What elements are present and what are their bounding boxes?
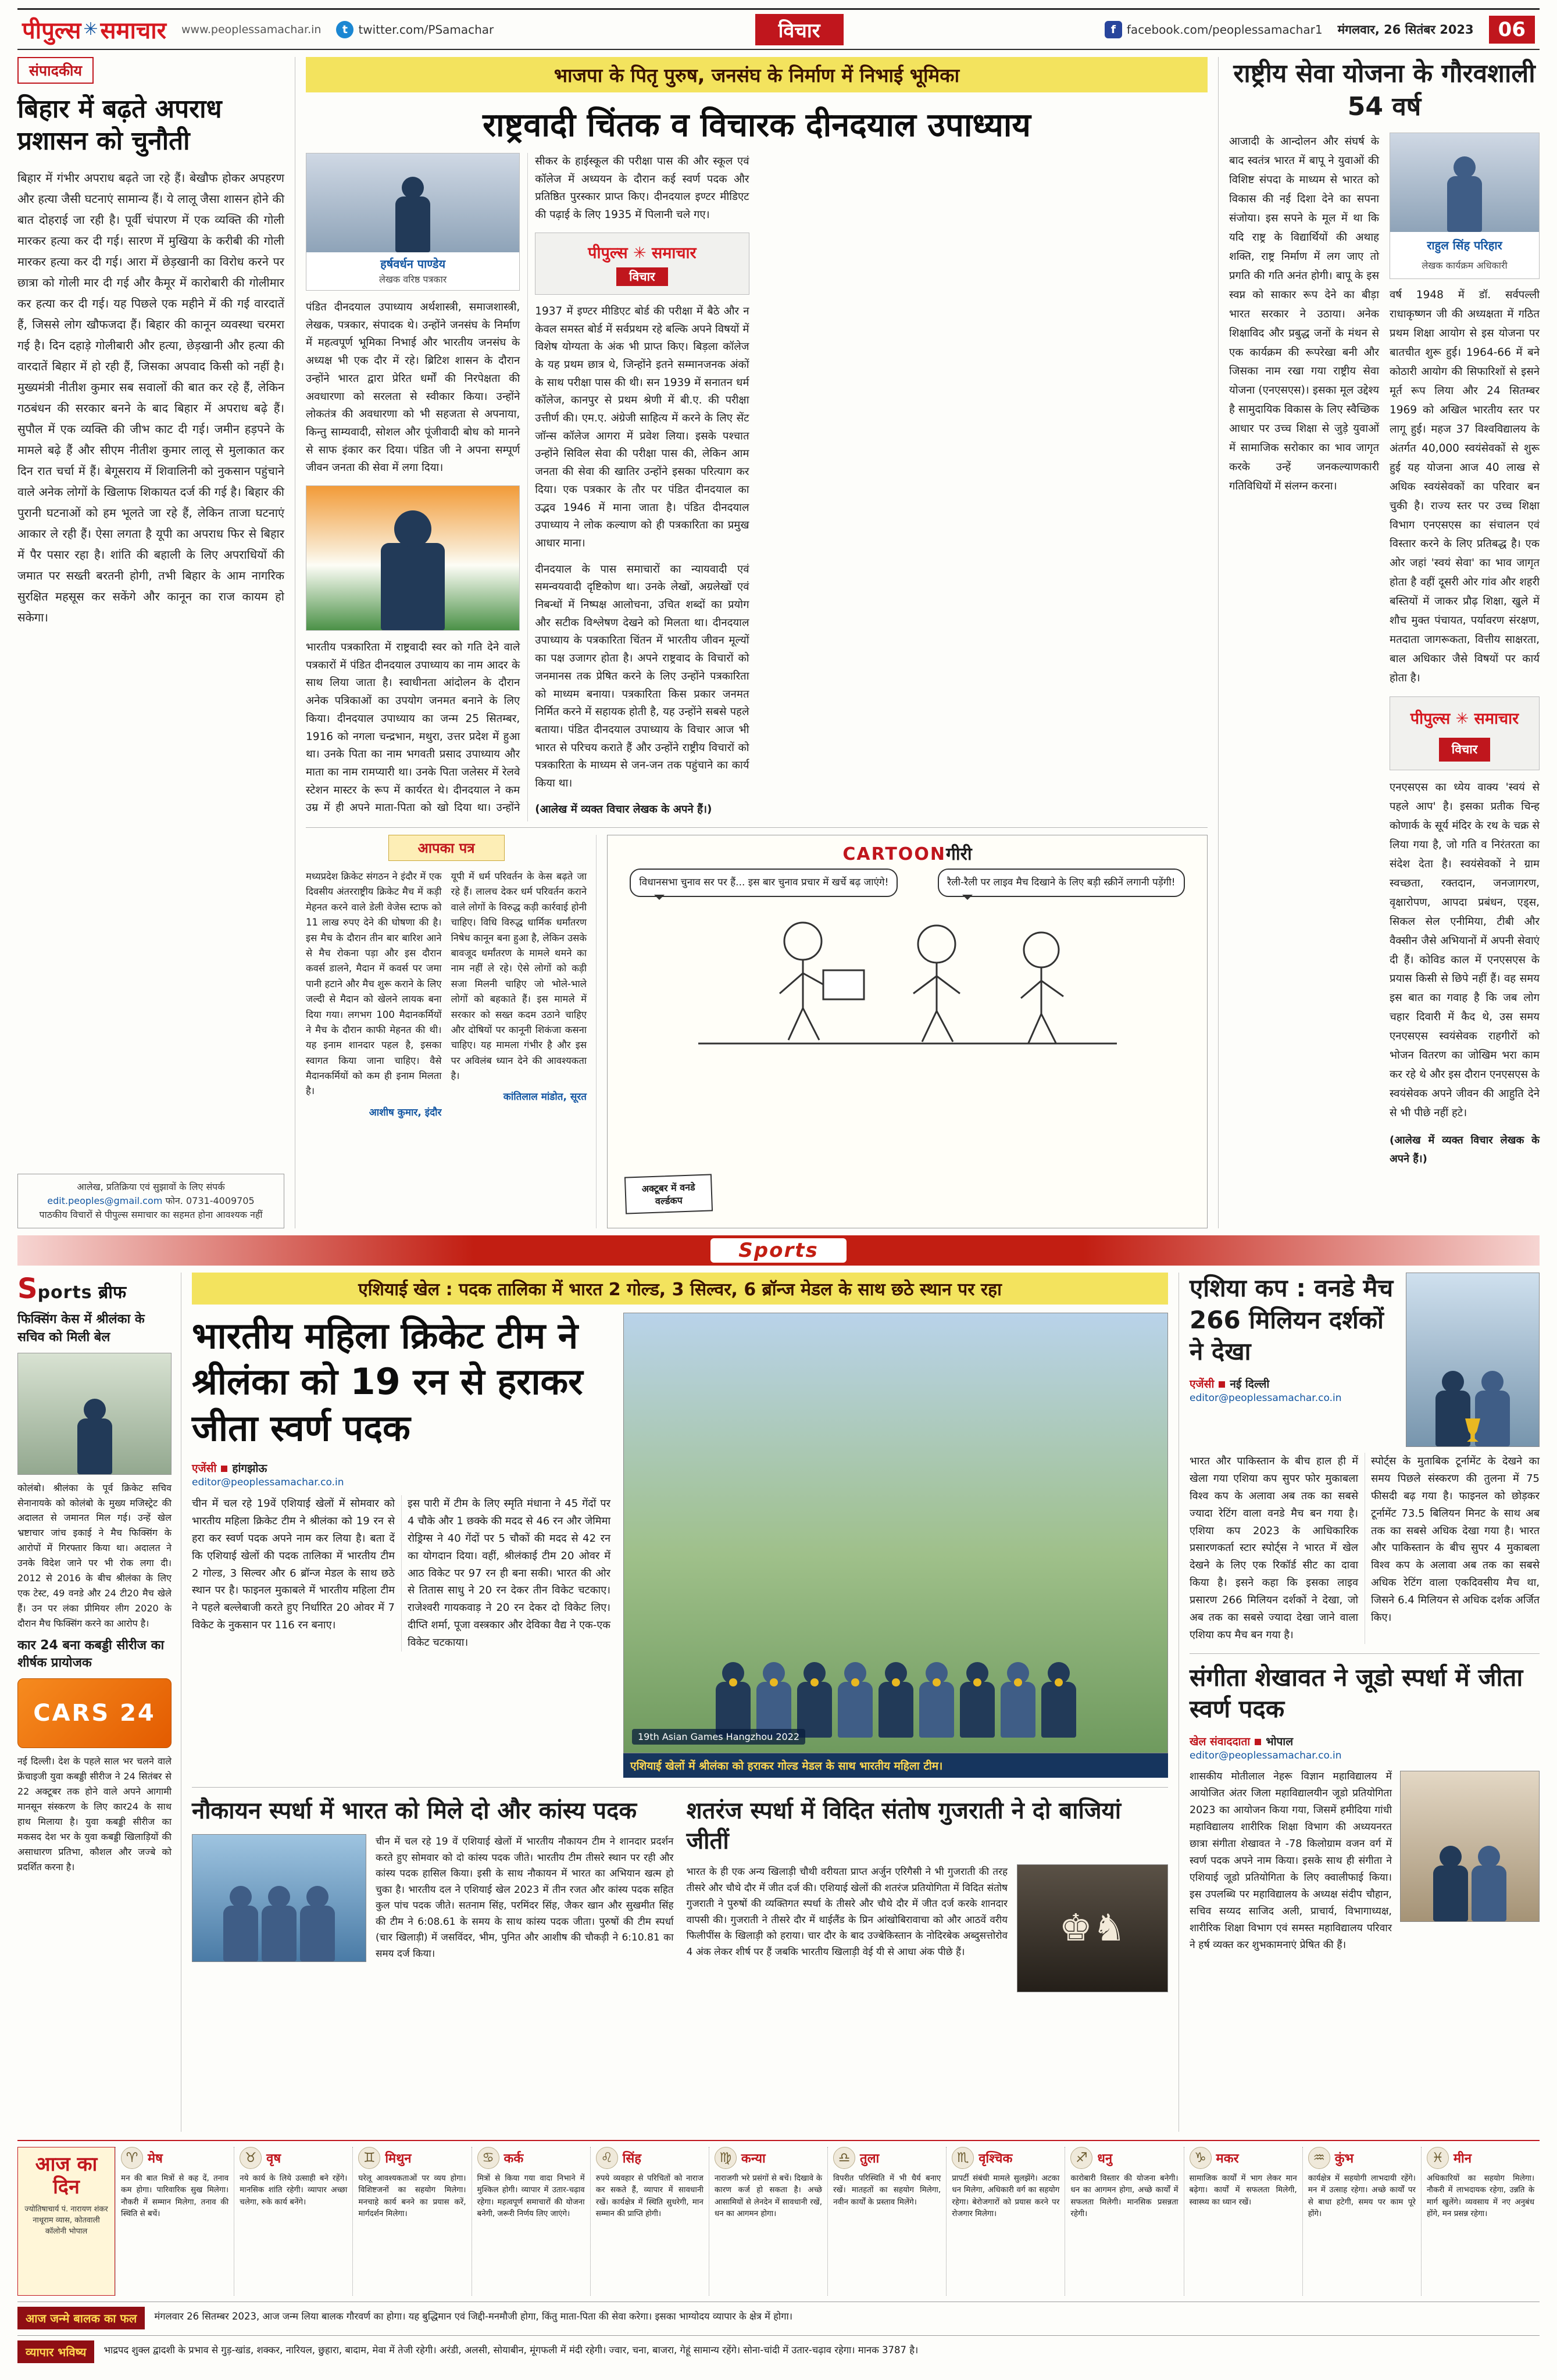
player-silhouette-icon	[1001, 1682, 1035, 1738]
cartoon-title	[616, 841, 1199, 865]
nss-paragraph: वर्ष 1948 में डॉ. सर्वपल्ली राधाकृष्णन जी की अध्यक्षता में गठित प्रथम शिक्षा आयोग से इस योजना पर बातचीत शुरू हुई। 1964-66 में बने कोठारी आयोग की सिफारिशों से इसने मूर्त रूप लिया और 24 सितम्बर 1969 को अखिल भारतीय स्तर पर लागू हुई। महज 37 विश्वविद्यालय के अंतर्गत 40,000 स्वयंसेवकों से शुरू हुई यह योजना आज 40 लाख से अधिक स्वयंसेवकों का परिवार बन चुकी है। राज्य स्तर पर उच्च शिक्षा विभाग एनएसएस का संचालन एवं विस्तार करने के लिए प्रतिबद्ध है। एक ओर जहां 'स्वयं सेवा' का भाव जागृत होता है वहीं दूसरी ओर गांव और शहरी बस्तियों में जाकर प्रौढ़ शिक्षा, खुले में शौच मुक्त पंचायत, पर्यावरण संरक्षण, मतदाता जागरूकता, वित्तीय साक्षरता, बाल अधिकार जैसे विषयों पर कार्य होता है।	[1390, 289, 1540, 684]
sign-forecast: कारोबारी विस्तार की योजना बनेगी। धन का आगमन होगा, अच्छे कार्यों में सफलता मिलेगी। मानसिक प्रसन्नता रहेगी।	[1070, 2174, 1179, 2218]
contact-line: आलेख, प्रतिक्रिया एवं सुझावों के लिए संपर्क	[77, 1181, 225, 1192]
person-silhouette-icon	[1433, 1866, 1468, 1921]
sign-forecast: विपरीत परिस्थिति में भी धैर्य बनाए रखें। मातहतों का सहयोग मिलेगा, नवीन कार्यों के प्रस्ताव मिलेंगे।	[833, 2174, 941, 2207]
person-silhouette-icon	[77, 1418, 112, 1474]
divider	[1190, 1653, 1540, 1654]
twitter-link[interactable]: twitter.com/PSamachar	[358, 22, 494, 37]
zodiac-sign	[472, 2147, 590, 2296]
sign-forecast: अधिकारियों का सहयोग मिलेगा। नौकरी में लाभदायक रहेगा, उन्नति के मार्ग खुलेंगे। व्यवसाय में नए अनुबंध होंगे, मन प्रसन्न रहेगा।	[1426, 2174, 1535, 2218]
sports-banner	[17, 1235, 1540, 1266]
page-number-badge: 06	[1489, 16, 1535, 44]
byline-agency: एजेंसी	[1190, 1377, 1215, 1391]
masthead	[17, 8, 1540, 50]
byline-square-icon	[221, 1466, 227, 1472]
rower-silhouette-icon	[262, 1906, 297, 1961]
birth-forecast-text: मंगलवार 26 सितम्बर 2023, आज जन्म लिया बालक गौरवर्ण का होगा। यह बुद्धिमान एवं जिद्दी-मनमौजी होगा, किंतु माता-पिता की सेवा करेगा। इसका भाग्योदय व्यापार के क्षेत्र में होगा।	[154, 2311, 793, 2322]
letter-body: यूपी में धर्म परिवर्तन के केस बढ़ते जा रहे हैं। लालच देकर धर्म परिवर्तन कराने वाले लोगों के विरुद्ध कड़ी कार्रवाई होनी चाहिए। विधि विरुद्ध धार्मिक धर्मांतरण निषेध कानून बना हुआ है, लेकिन उसके बावजूद धर्मांतरण के मामले थमने का नाम नहीं ले रहे। ऐसे लोगों को कड़ी सजा मिलनी चाहिए जो भोले-भाले लोगों को बहकाते हैं। इस मामले में सरकार को सख्त कदम उठाने चाहिए और दोषियों पर कानूनी शिकंजा कसना चाहिए। यह मामला गंभीर है और इस पर अविलंब ध्यान देने की आवश्यकता है।	[451, 871, 587, 1082]
sports-lead-headline: भारतीय महिला क्रिकेट टीम ने श्रीलंका को 19 रन से हराकर जीता स्वर्ण पदक	[192, 1314, 583, 1449]
person-silhouette-icon	[395, 196, 430, 252]
asia-cup-body	[1190, 1453, 1540, 1644]
libra-icon: ♎	[833, 2147, 855, 2169]
trade-forecast-text: भाद्रपद शुक्ल द्वादशी के प्रभाव से गुड़-खांड, शक्कर, नारियल, छुहारा, बादाम, मेवा में तेजी रहेगी। अरंडी, अलसी, सोयाबीन, मूंगफली में मंदी रहेगी। ज्वार, चना, बाजरा, गेहूं सामान्य रहेंगे। सोना-चांदी में उतार-चढ़ाव रहेगा। मानक 3787 है।	[103, 2345, 919, 2356]
byline-place: हांगझोऊ	[232, 1462, 267, 1475]
aquarius-icon: ♒	[1308, 2147, 1330, 2169]
nss-author-card	[1390, 133, 1540, 279]
scorpio-icon: ♏	[952, 2147, 974, 2169]
player-silhouette-icon	[838, 1682, 873, 1738]
nss-headline: राष्ट्रीय सेवा योजना के गौरवशाली 54 वर्ष	[1233, 59, 1535, 122]
sign-name: कुंभ	[1334, 2152, 1354, 2166]
contact-email[interactable]: edit.peoples@gmail.com	[47, 1195, 163, 1206]
byline-place: भोपाल	[1266, 1735, 1294, 1748]
sports-paragraph: इस पारी में टीम के लिए स्मृति मंधाना ने 45 गेंदों पर 4 चौके और 1 छक्के की मदद से 46 रन और जेमिमा रोड्रिग्स ने 40 गेंदों पर 5 चौकों की मदद से 42 रन का योगदान दिया। वहीं, श्रीलंकाई टीम 20 ओवर में आठ विकेट पर 97 रन ही बना सकी। भारत की ओर से तितास साधु ने 20 रन देकर तीन विकेट चटकाए। राजेश्वरी गायकवाड़ ने 20 रन देकर दो विकेट लिए। दीप्ति शर्मा, पूजा वस्त्रकार और देविका वैद्य ने एक-एक विकेट चटकाया।	[408, 1498, 610, 1649]
sign-forecast: नाराजगी भरे प्रसंगों से बचें। दिखावे के कारण कर्ज हो सकता है। अच्छे आसामियों से लेनदेन में सावधानी रखें, धन का आगमन होगा।	[714, 2174, 823, 2218]
sports-paragraph: चीन में चल रहे 19वें एशियाई खेलों में सोमवार को भारतीय महिला क्रिकेट टीम ने श्रीलंका को 19 रन से हरा कर स्वर्ण पदक अपने नाम कर लिया है। बता दें कि एशियाई खेलों की पदक तालिका में भारतीय टीम 2 गोल्ड, 3 सिल्वर और 6 ब्रॉन्ज मेडल के साथ छठे स्थान पर है। फाइनल मुकाबले में भारतीय महिला टीम ने पहले बल्लेबाजी करते हुए निर्धारित 20 ओवर में 7 विकेट के नुकसान पर 116 रन बनाए।	[192, 1498, 395, 1632]
nss-paragraph: आजादी के आन्दोलन और संघर्ष के बाद स्वतंत्र भारत में बापू ने युवाओं की विशिष्ट संपदा के माध्यम से भारत को विकास की नई दिशा देने का सपना संजोया। इस सपने के मूल में था कि यदि राष्ट्र के विद्यार्थियों की अथाह शक्ति, राष्ट्र निर्माण में लग जाए तो प्रगति की गति अनंत होगी। बापू के इस स्वप्न को साकार रूप देने का बीड़ा भारत सरकार ने उठाया। अनेक शिक्षाविद और प्रबुद्ध जनों के मंथन से एक कार्यक्रम की रूपरेखा बनी और जिसका नाम रखा गया राष्ट्रीय सेवा योजना (एनएसएस)। इसका मूल उद्देश्य है सामुदायिक विकास के लिए स्वैच्छिक आधार पर उच्च शिक्षा से जुड़े युवाओं में सामाजिक सरोकार का भाव जागृत करके उन्हें जनकल्याणकारी गतिविधियों में संलग्न करना।	[1229, 135, 1379, 492]
letter-author: आशीष कुमार, इंदौर	[369, 1106, 442, 1118]
birth-forecast-label: आज जन्मे बालक का फल	[17, 2307, 145, 2329]
gemini-icon: ♊	[358, 2147, 380, 2169]
letter-item	[306, 869, 442, 1121]
facebook-item	[1105, 21, 1323, 38]
logo-card-brand: पीपुल्स ✳ समाचार	[1410, 709, 1519, 728]
chess-story	[687, 1796, 1169, 2132]
article-paragraph: 1937 में इण्टर मीडिएट बोर्ड की परीक्षा में बैठे और न केवल समस्त बोर्ड में सर्वप्रथम रहे बल्कि अपने विषयों में विशेष योग्यता के अंक भी प्राप्त किए। बिड़ला कॉलेज के यह प्रथम छात्र थे, जिन्होंने इतने सम्मानजनक अंकों के साथ परीक्षा पास की थी। सन 1939 में सनातन धर्म कॉलेज, कानपुर से प्रथम श्रेणी में बी.ए. की परीक्षा उत्तीर्ण की। एम.ए. अंग्रेजी साहित्य में करने के लिए सेंट जॉन्स कॉलेज आगरा में प्रवेश लिया। इसके पश्चात उन्होंने सिविल सेवा की परीक्षा पास की, लेकिन आम जनता की सेवा की खातिर उन्होंने इसका परित्याग कर दिया। एक पत्रकार के तौर पर पंडित दीनदयाल का उद्भव 1946 में माना जाता है। पंडित दीनदयाल उपाध्याय ने लोक कल्याण को ही पत्रकारिता का प्रमुख आधार माना।	[535, 305, 749, 549]
sports-brief-column	[17, 1273, 181, 2132]
brief-item-title: फिक्सिंग केस में श्रीलंका के सचिव को मिली बेल	[17, 1312, 145, 1345]
games-badge: 19th Asian Games Hangzhou 2022	[632, 1729, 805, 1745]
cartoon-bubbles	[616, 869, 1199, 897]
speech-bubble: विधानसभा चुनाव सर पर हैं... इस बार चुनाव प्रचार में खर्चे बढ़ जाएंगे!	[630, 869, 898, 897]
main-kicker: भाजपा के पितृ पुरुष, जनसंघ के निर्माण में निभाई भूमिका	[306, 57, 1208, 92]
sign-forecast: कार्यक्षेत्र में सहयोगी लाभदायी रहेंगे। मन में उत्साह रहेगा। अच्छे कार्यों पर से बाधा हटेगी, समय पर काम पूरे होंगे।	[1308, 2174, 1416, 2218]
zodiac-sign	[709, 2147, 827, 2296]
sun-logo-icon: ✳	[83, 19, 98, 40]
zodiac-sign	[234, 2147, 352, 2296]
sign-name: मिथुन	[385, 2152, 412, 2166]
asia-cup-headline: एशिया कप : वनडे मैच 266 मिलियन दर्शकों ने देखा	[1190, 1274, 1394, 1366]
zodiac-sign	[1302, 2147, 1421, 2296]
virgo-icon: ♍	[715, 2147, 737, 2169]
author-photo	[306, 153, 519, 252]
judo-story	[1190, 1662, 1540, 1954]
sports-banner-label: Sports	[710, 1238, 846, 1263]
sports-sub-stories	[192, 1787, 1168, 2132]
byline	[1190, 1376, 1398, 1391]
sign-name: मेष	[148, 2152, 163, 2166]
person-silhouette-icon	[1472, 1866, 1506, 1921]
letters-title: आपका पत्र	[388, 835, 505, 861]
sign-name: कर्क	[503, 2152, 524, 2166]
asia-cup-header	[1190, 1273, 1540, 1447]
portrait-silhouette-icon	[381, 543, 445, 630]
sign-name: सिंह	[622, 2152, 641, 2166]
contact-note: पाठकीय विचारों से पीपुल्स समाचार का सहमत होना आवश्यक नहीं	[39, 1209, 263, 1220]
team-photo-block	[623, 1313, 1168, 1778]
brief-photo	[17, 1353, 172, 1475]
cricket-team-photo	[623, 1313, 1168, 1753]
nss-closing-note: (आलेख में व्यक्त विचार लेखक के अपने हैं।)	[1390, 1134, 1540, 1165]
letter-author: कांतिलाल मांडोत, सूरत	[503, 1091, 587, 1103]
person-silhouette-icon	[1447, 176, 1482, 232]
player-silhouette-icon	[919, 1682, 954, 1738]
sign-name: तुला	[860, 2152, 880, 2166]
editor-email[interactable]: editor@peoplessamachar.co.in	[1190, 1749, 1342, 1761]
sign-name: कन्या	[741, 2152, 766, 2166]
letters-cartoon-row	[306, 827, 1208, 1228]
brand-left: पीपुल्स	[22, 17, 81, 44]
cartoon-title-en: CARTOON	[842, 844, 946, 864]
player-silhouette-icon	[1475, 1391, 1510, 1446]
twitter-icon: t	[336, 21, 353, 38]
sign-forecast: मन की बात मित्रों से कह दें, तनाव कम होगा। पारिवारिक सुख मिलेगा। नौकरी में सम्मान मिलेगा, तनाव की स्थिति से बचें।	[121, 2174, 229, 2218]
cancer-icon: ♋	[477, 2147, 499, 2169]
player-silhouette-icon	[879, 1682, 913, 1738]
article-paragraph: भारतीय पत्रकारिता में राष्ट्रवादी स्वर को गति देने वाले पत्रकारों में पंडित दीनदयाल उपाध्याय का नाम आदर के साथ लिया जाता है। स्वाधीनता आंदोलन के दौरान अनेक पत्रिकाओं का उपयोग जनमत बनाने के लिए किया। दीनदयाल उपाध्याय का जन्म 25 सितम्बर, 1916 को नगला चन्द्रभान, मथुरा, उत्तर प्रदेश में हुआ था। उनके पिता का नाम भगवती प्रसाद उपाध्याय और माता का नाम रामप्यारी था। उनके पिता जलेसर में रेलवे स्टेशन मास्टर के रूप में कार्यरत थे। दीनदयाल ने कम उम्र में ही अपने माता-पिता को खो दिया था। उन्होंने सीकर के हाईस्कूल की परीक्षा पास की और स्कूल एवं कॉलेज में अध्ययन के दौरान कई स्वर्ण पदक और प्रतिष्ठित पुरस्कार प्राप्त किए। दीनदयाल इण्टर मीडिएट की पढ़ाई के लिए 1935 में पिलानी चले गए।	[306, 155, 749, 814]
editorial-body: बिहार में गंभीर अपराध बढ़ते जा रहे हैं। बेखौफ होकर अपहरण और हत्या जैसी घटनाएं सामान्य हैं। ये लालू जैसा शासन होने की बात दोहराई जा रही है। पूर्वी चंपारण में एक व्यक्ति की गोली मारकर हत्या कर दी गई। सारण में मुखिया के करीबी की गोली मारकर हत्या कर दी गई। आरा में छेड़खानी का विरोध करने पर छात्रा को गोली मार दी गई और कैमूर में कारोबारी की गोलीमार कर हत्या कर दी गई। यह पिछले एक महीने में की गई वारदातें हैं, जिससे लोग खौफजदा हैं। बिहार की कानून व्यवस्था चरमरा गई है। दिन दहाड़े गोलीबारी और हत्या, छेड़खानी और हत्या की वारदातें बिहार में हो रही हैं, जिसका अपवाद किसी को नहीं है। मुख्यमंत्री नीतीश कुमार सब सवालों की बात कर रहे हैं, लेकिन गठबंधन की सरकार बनने के बाद बिहार में अपराध बढ़े हैं। सुपौल में एक व्यक्ति की जीभ काट दी गई। जमीन हड़पने के मामले बढ़े हैं और सीएम नीतीश कुमार लालू से मुलाकात कर दिन रात चर्चा में हैं। बेगूसराय में शिवालिनी को नुकसान पहुंचाने वाले अनेक लोगों के खिलाफ शिकायत दर्ज की गई है। बिहार की पुरानी घटनाओं को हम भूलते जा रहे हैं, लेकिन ताजा घटनाएं आकार ले रही हैं। ऐसा लगता है यूपी का अपराध फिर से बिहार में पैर पसार रहा है। शांति की बहाली के लिए अपराधियों की जमात पर सख्ती बरतनी होगी, तभी बिहार के आम नागरिक सुरक्षित महसूस कर सकेंगे और कानून का राज कायम हो सकेगा।	[17, 171, 284, 624]
rowing-headline: नौकायन स्पर्धा में भारत को मिले दो और कांस्य पदक	[192, 1797, 637, 1824]
date-text: मंगलवार, 26 सितंबर 2023	[1337, 22, 1474, 37]
sports-kicker: एशियाई खेल : पदक तालिका में भारत 2 गोल्ड, 3 सिल्वर, 6 ब्रॉन्ज मेडल के साथ छठे स्थान पर रहा	[192, 1273, 1168, 1305]
brief-item-body: नई दिल्ली। देश के पहले साल भर चलने वाले फ्रेंचाइजी युवा कबड्डी सीरीज ने 24 सितंबर से 22 अक्टूबर तक होने वाले अपने आगामी मानसून संस्करण के लिए कार24 के साथ हाथ मिलाया है। युवा कबड्डी सीरीज का मकसद देश भर के युवा कबड्डी खिलाड़ियों की असाधारण प्रतिभा, कौशल और जज्बे को प्रदर्शित करना है।	[17, 1756, 172, 1872]
nss-author-name: राहुल सिंह परिहार	[1427, 238, 1502, 253]
speech-bubble: रैली-रैली पर लाइव मैच दिखाने के लिए बड़ी स्क्रीनें लगानी पड़ेंगी!	[938, 869, 1184, 897]
nss-column	[1219, 57, 1540, 1228]
brief-item-body: कोलंबो। श्रीलंका के पूर्व क्रिकेट सचिव सेनानायके को कोलंबो के मुख्य मजिस्ट्रेट की अदालत से जमानत मिल गई। उन्हें खेल भ्रष्टाचार जांच इकाई ने मैच फिक्सिंग के आरोपों में गिरफ्तार किया था। अदालत ने उनके विदेश जाने पर भी रोक लगा दी। 2012 से 2016 के बीच श्रीलंका के लिए एक टेस्ट, 49 वनडे और 24 टी20 मैच खेले हैं। उन पर लंका प्रीमियर लीग 2020 के दौरान मैच फिक्सिंग करने का आरोप है।	[17, 1482, 172, 1629]
pisces-icon: ♓	[1427, 2147, 1449, 2169]
deendayal-portrait	[306, 485, 520, 631]
byline-square-icon	[1219, 1381, 1225, 1388]
brief-head-hindi: ब्रीफ	[92, 1282, 127, 1303]
letters-list	[306, 869, 587, 1121]
rowing-content	[192, 1834, 674, 1962]
nss-body	[1229, 133, 1540, 1228]
logo-card-section: विचार	[1439, 738, 1490, 762]
editor-email[interactable]: editor@peoplessamachar.co.in	[1190, 1392, 1342, 1404]
byline	[192, 1460, 610, 1475]
player-silhouette-icon	[960, 1682, 995, 1738]
nss-author-photo	[1390, 133, 1539, 232]
author-name: हर्षवर्धन पाण्डेय	[380, 257, 446, 271]
capricorn-icon: ♑	[1190, 2147, 1212, 2169]
sports-brief-header	[17, 1273, 172, 1305]
trade-forecast-row	[17, 2335, 1540, 2363]
main-article-column	[295, 57, 1219, 1228]
asia-cup-photo	[1406, 1273, 1540, 1447]
sports-lead-story	[192, 1313, 1168, 1778]
editorial-contact-box	[17, 1174, 284, 1228]
nss-col-1	[1229, 133, 1379, 1228]
main-article-body	[306, 153, 1208, 821]
brief-head-s: S	[17, 1273, 38, 1305]
judo-photo	[1400, 1771, 1540, 1922]
zodiac-sign	[115, 2147, 234, 2296]
byline	[1190, 1734, 1540, 1749]
brief-item-title: कार 24 बना कबड्डी सीरीज का शीर्षक प्रायोजक	[17, 1638, 165, 1671]
judo-headline: संगीता शेखावत ने जूडो स्पर्धा में जीता स्वर्ण पदक	[1190, 1663, 1523, 1724]
byline-agency: एजेंसी	[192, 1462, 217, 1475]
chess-headline: शतरंज स्पर्धा में विदित संतोष गुजराती ने दो बाजियां जीतीं	[686, 1797, 1122, 1854]
cars24-logo: CARS 24	[17, 1678, 172, 1748]
editorial-title: बिहार में बढ़ते अपराध प्रशासन को चुनौती	[17, 94, 222, 156]
chess-content	[687, 1864, 1169, 1992]
chess-photo: ♚♞	[1017, 1864, 1168, 1992]
nss-col-2	[1390, 133, 1540, 1228]
judo-content	[1190, 1768, 1540, 1954]
nss-author-role: लेखक कार्यक्रम अधिकारी	[1422, 259, 1508, 271]
logo-card-brand: पीपुल्स ✳ समाचार	[588, 244, 697, 262]
contact-phone: फोन. 0731-4009705	[165, 1195, 255, 1206]
chess-body: भारत के ही एक अन्य खिलाड़ी चौथी वरीयता प्राप्त अर्जुन एरिगैसी ने भी गुजराती की तरह तीसरे और चौथे दौर में जीत दर्ज की। एशियाई खेलों की शतरंज प्रतियोगिता में विदित संतोष गुजराती ने पुरुषों की व्यक्तिगत स्पर्धा के तीसरे और चौथे दौर में जीत दर्ज करके शानदार वापसी की। गुजराती ने तीसरे दौर में थाईलैंड के प्रिन आंखोबिरावाचा को और आठवें वरीय फिलीपींस के खिलाड़ी को हराया। चार दौर के बाद उज्बेकिस्तान के नोदिरबेक अब्दुसत्तोरोव 4 अंक लेकर शीर्ष पर हैं जबकि भारतीय खिलाड़ी वेई यी से आधा अंक पीछे हैं।	[686, 1866, 1008, 1958]
letters-box	[306, 835, 597, 1228]
cartoon-box	[607, 835, 1208, 1228]
horoscope-header	[17, 2147, 115, 2296]
facebook-link[interactable]: facebook.com/peoplessamachar1	[1126, 22, 1323, 37]
zodiac-sign	[352, 2147, 471, 2296]
sports-section	[17, 1273, 1540, 2132]
sign-forecast: घरेलू आवश्यकताओं पर व्यय होगा। विशिष्टजनों का सहयोग मिलेगा। मनचाहे कार्य बनने का प्रयास करें, मार्गदर्शन मिलेगा।	[358, 2174, 466, 2218]
cartoon-board-text: अक्टूबर में वनडे वर्ल्डकप	[624, 1174, 713, 1214]
aries-icon: ♈	[121, 2147, 143, 2169]
sign-forecast: प्रापर्टी संबंधी मामले सुलझेंगे। अटका धन मिलेगा, अधिकारी वर्ग का सहयोग रहेगा। बेरोजगारों को प्रयास करने पर रोजगार मिलेगा।	[952, 2174, 1060, 2218]
zodiac-sign	[827, 2147, 946, 2296]
sports-paragraph: भारत और पाकिस्तान के बीच हाल ही में खेला गया एशिया कप सुपर फोर मुकाबला विश्व कप के अलावा अब तक का सबसे ज्यादा रेटिंग वाला वनडे मैच बन गया है। एशिया कप 2023 के आधिकारिक प्रसारणकर्ता स्टार स्पोर्ट्स ने भारत में खेल देखने के लिए एक रिकॉर्ड सीट का दावा किया है। इसने कहा कि इसका लाइव प्रसारण 266 मिलियन दर्शकों ने देखा, जो अब तक का सबसे ज्यादा देखा जाने वाला एशिया कप मैच बन गया है।	[1190, 1455, 1358, 1641]
leo-icon: ♌	[596, 2147, 618, 2169]
sports-paragraph: स्पोर्ट्स के मुताबिक टूर्नामेंट के देखने का समय पिछले संस्करण की तुलना में 75 फीसदी बढ़ गया है। फाइनल को छोड़कर टूर्नामेंट 73.5 बिलियन मिनट के साथ अब तक का सबसे अधिक देखा गया है। भारत और पाकिस्तान के बीच सुपर 4 मुकाबला विश्व कप के अलावा अब तक का सबसे अधिक रेटिंग वाला एकदिवसीय मैच था, जिसने 6.4 मिलियन से अधिक दर्शक अर्जित किए।	[1371, 1455, 1540, 1624]
player-silhouette-icon	[1041, 1682, 1076, 1738]
editorial-column	[17, 57, 295, 1228]
sagittarius-icon: ♐	[1070, 2147, 1092, 2169]
article-paragraph: पंडित दीनदयाल उपाध्याय अर्थशास्त्री, समाजशास्त्री, लेखक, पत्रकार, संपादक थे। उन्होंने जनसंघ के निर्माण में महत्वपूर्ण भूमिका निभाई और भारतीय जनसंघ के अध्यक्ष भी एक दौर में रहे। ब्रिटिश शासन के दौरान उन्होंने भारत द्वारा प्रेरित धर्मों की निरपेक्षता की अवधारणा को सरलता से स्वीकार किया। उन्होंने लोकतंत्र की अवधारणा को भी सहजता से अपनाया, किन्तु साम्यवादी, सोशल और पूंजीवादी बोध को मानने से साफ इंकार कर दिया। पंडित जी ने अपना सम्पूर्ण जीवन जनता की सेवा में लगा दिया।	[306, 301, 520, 474]
author-role: लेखक वरिष्ठ पत्रकार	[378, 274, 447, 285]
sign-name: मकर	[1216, 2152, 1239, 2166]
peoples-samachar-logo	[22, 13, 166, 45]
sign-name: वृश्चिक	[979, 2152, 1013, 2166]
rower-silhouette-icon	[300, 1906, 335, 1961]
zodiac-sign	[1065, 2147, 1183, 2296]
judo-body: शासकीय मोतीलाल नेहरू विज्ञान महाविद्यालय में आयोजित अंतर जिला महाविद्यालयीन जूडो प्रतियोगिता 2023 का आयोजन किया गया, जिसमें हमीदिया गांधी महाविद्यालय शारीरिक शिक्षा विभाग की अध्ययनरत छात्रा संगीता शेखावत ने -78 किलोग्राम वजन वर्ग में स्वर्ण पदक अपने नाम किया। इसके साथ ही संगीता ने एशियाई जूडो प्रतियोगिता के लिए क्वालीफाई किया। इस उपलब्धि पर महाविद्यालय के अध्यक्ष संदीप चौहान, सचिव सय्यद साजिद अली, प्राचार्य, विभागाध्यक्ष, शारीरिक शिक्षा विभाग एवं समस्त महाविद्यालय परिवार ने हर्ष व्यक्त कर शुभकामनाएं प्रेषित की हैं।	[1190, 1770, 1392, 1952]
website-link[interactable]: www.peoplessamachar.in	[181, 23, 322, 36]
sign-forecast: मित्रों से किया गया वादा निभाने में मुश्किल होगी। व्यापार में उतार-चढ़ाव रहेगा। महत्वपूर्ण समाचारों की योजना बनेगी, जरूरी निर्णय लिए जाएंगे।	[477, 2174, 585, 2218]
horoscope-strip	[17, 2140, 1540, 2296]
facebook-icon: f	[1105, 21, 1122, 38]
byline-place: नई दिल्ली	[1230, 1377, 1270, 1391]
sign-name: मीन	[1453, 2152, 1472, 2166]
rower-silhouette-icon	[223, 1906, 258, 1961]
photo-caption: एशियाई खेलों में श्रीलंका को हराकर गोल्ड मेडल के साथ भारतीय महिला टीम।	[623, 1753, 1168, 1778]
sign-name: वृष	[266, 2152, 281, 2166]
article-paragraph: दीनदयाल के पास समाचारों का न्यायवादी एवं समन्वयवादी दृष्टिकोण था। उनके लेखों, अग्रलेखों एवं निबन्धों में निष्पक्ष आलोचना, उचित शब्दों का प्रयोग और सटीक विश्लेषण देखने को मिलता था। दीनदयाल उपाध्याय के पत्रकारिता चिंतन में भारतीय जीवन मूल्यों का पक्ष उजागर होता है। अपने राष्ट्रवाद के विचारों को जनमानस तक प्रेषित करने के लिए उन्होंने पत्रकारिता को माध्यम बनाया। पत्रकारिता किस प्रकार जनमत निर्मित करने में सहायक होती है, यह उन्होंने सबसे पहले बताया। पंडित दीनदयाल उपाध्याय के विचार आज भी भारत से परिचय कराते हैं और उन्होंने राष्ट्रीय विचारों को पत्रकारिता के माध्यम से जन-जन तक पहुंचाने का कार्य किया था।	[535, 563, 749, 790]
byline-agency: खेल संवाददाता	[1190, 1735, 1251, 1748]
rowing-body: चीन में चल रहे 19 वें एशियाई खेलों में भारतीय नौकायन टीम ने शानदार प्रदर्शन करते हुए सोमवार को दो कांस्य पदक जीते। भारतीय टीम तीसरे स्थान पर रही और कांस्य पदक हासिल किया। इसी के साथ नौकायन में भारत का अभियान खत्म हो चुका है। भारतीय दल ने एशियाई खेल 2023 में तीन रजत और कांस्य पदक सहित कुल पांच पदक जीते। सतनाम सिंह, परमिंदर सिंह, जैकर खान और सुखमीत सिंह की टीम ने 6:08.61 के समय के साथ कांस्य पदक जीता। पुरुषों की टीम स्पर्धा (चार खिलाड़ी) में जसविंदर, भीम, पुनित और आशीष की चौकड़ी ने 6:10.81 का समय दर्ज किया।	[376, 1836, 674, 1960]
main-headline: राष्ट्रवादी चिंतक व विचारक दीनदयाल उपाध्याय	[483, 106, 1031, 144]
zodiac-sign	[1421, 2147, 1540, 2296]
letter-body: मध्यप्रदेश क्रिकेट संगठन ने इंदौर में एक दिवसीय अंतरराष्ट्रीय क्रिकेट मैच में कड़ी मेहनत करने वाले डेली वेजेस स्टाफ को 11 लाख रुपए देने की घोषणा की है। इस मैच के दौरान तीन बार बारिश आने से मैच रोकना पड़ा और इस दौरान कवर्स डालने, मैदान में कवर्स पर जमा पानी हटाने और मैच शुरू कराने के लिए जल्दी से मैदान को खेलने लायक बना दिया गया। लगभग 100 मैदानकर्मियों ने मैच के दौरान काफी मेहनत की थी। यह इनाम शानदार पहल है, इसका स्वागत किया जाना चाहिए। वैसे मैदानकर्मियों को कम ही इनाम मिलता है।	[306, 871, 442, 1097]
sports-right-column	[1179, 1273, 1540, 2132]
top-section	[17, 57, 1540, 1228]
paper-logo-card	[1390, 696, 1540, 770]
zodiac-sign	[590, 2147, 709, 2296]
horoscope-title: आज का दिन	[35, 2153, 98, 2199]
rowing-story	[192, 1796, 674, 2132]
cartoon-drawing	[687, 900, 1129, 1046]
asia-cup-story	[1190, 1273, 1540, 1644]
astrologer-credit: ज्योतिषाचार्य पं. नारायण शंकर नाथूराम व्यास, कोतवाली कॉलोनी भोपाल	[24, 2205, 108, 2236]
zodiac-sign	[1184, 2147, 1302, 2296]
letter-item	[451, 869, 587, 1121]
byline-square-icon	[1255, 1739, 1261, 1745]
paper-logo-card	[535, 233, 749, 295]
sign-forecast: सामाजिक कार्यों में भाग लेकर मान बढ़ेगा। कार्यों में सफलता मिलेगी, स्वास्थ्य का ध्यान रखें।	[1189, 2174, 1297, 2207]
rowing-photo	[192, 1834, 366, 1962]
zodiac-sign	[946, 2147, 1065, 2296]
article-closing-note: (आलेख में व्यक्त विचार लेखक के अपने हैं।)	[535, 803, 712, 816]
birth-forecast-row	[17, 2302, 1540, 2329]
sports-lead-body	[192, 1495, 610, 1652]
brand-right: समाचार	[100, 17, 166, 44]
brief-head-rest: ports	[37, 1282, 92, 1303]
taurus-icon: ♉	[240, 2147, 262, 2169]
trade-forecast-label: व्यापार भविष्य	[17, 2340, 94, 2363]
nss-paragraph: एनएसएस का ध्येय वाक्य 'स्वयं से पहले आप' है। इसका प्रतीक चिन्ह कोणार्क के सूर्य मंदिर के रथ के चक्र से लिया गया है, जो गति व निरंतरता का संदेश देता है। स्वयंसेवकों ने ग्राम स्वच्छता, रक्तदान, जनजागरण, वृक्षारोपण, आपदा प्रबंधन, एड्स, सिकल सेल एनीमिया, टीबी और वैक्सीन जैसे अभियानों में अपनी सेवाएं दी हैं। कोविड काल में एनएसएस के प्रयास किसी से छिपे नहीं हैं। वह समय इस बात का गवाह है कि जब लोग चहार दिवारी में कैद थे, उस समय एनएसएस स्वयंसेवक राहगीरों को भोजन वितरण का जोखिम भरा काम कर रहे थे और इस दौरान एनएसएस के स्वयंसेवक अपने जीवन की आहुति देने से भी पीछे नहीं हटे।	[1390, 781, 1540, 1119]
editor-email[interactable]: editor@peoplessamachar.co.in	[192, 1477, 344, 1489]
sign-forecast: रुपये व्यवहार से परिचितों को नाराज कर सकते हैं, व्यापार में सावधानी रखें। कार्यक्षेत्र में स्थिति सुधरेगी, मान सम्मान की प्राप्ति होगी।	[595, 2174, 703, 2218]
sign-name: धनु	[1097, 2152, 1113, 2166]
twitter-item	[336, 21, 494, 38]
author-card	[306, 153, 520, 291]
logo-card-section: विचार	[616, 267, 667, 286]
sign-forecast: नये कार्य के लिये उत्साही बने रहेंगे। मानसिक शांति रहेगी। व्यापार अच्छा चलेगा, रुके कार्य बनेंगे।	[240, 2174, 348, 2207]
editorial-label: संपादकीय	[17, 57, 94, 84]
cartoon-title-hi: गीरी	[945, 844, 972, 864]
sports-lead-text	[192, 1313, 610, 1778]
sports-main-column	[181, 1273, 1179, 2132]
section-title: विचार	[755, 14, 844, 45]
